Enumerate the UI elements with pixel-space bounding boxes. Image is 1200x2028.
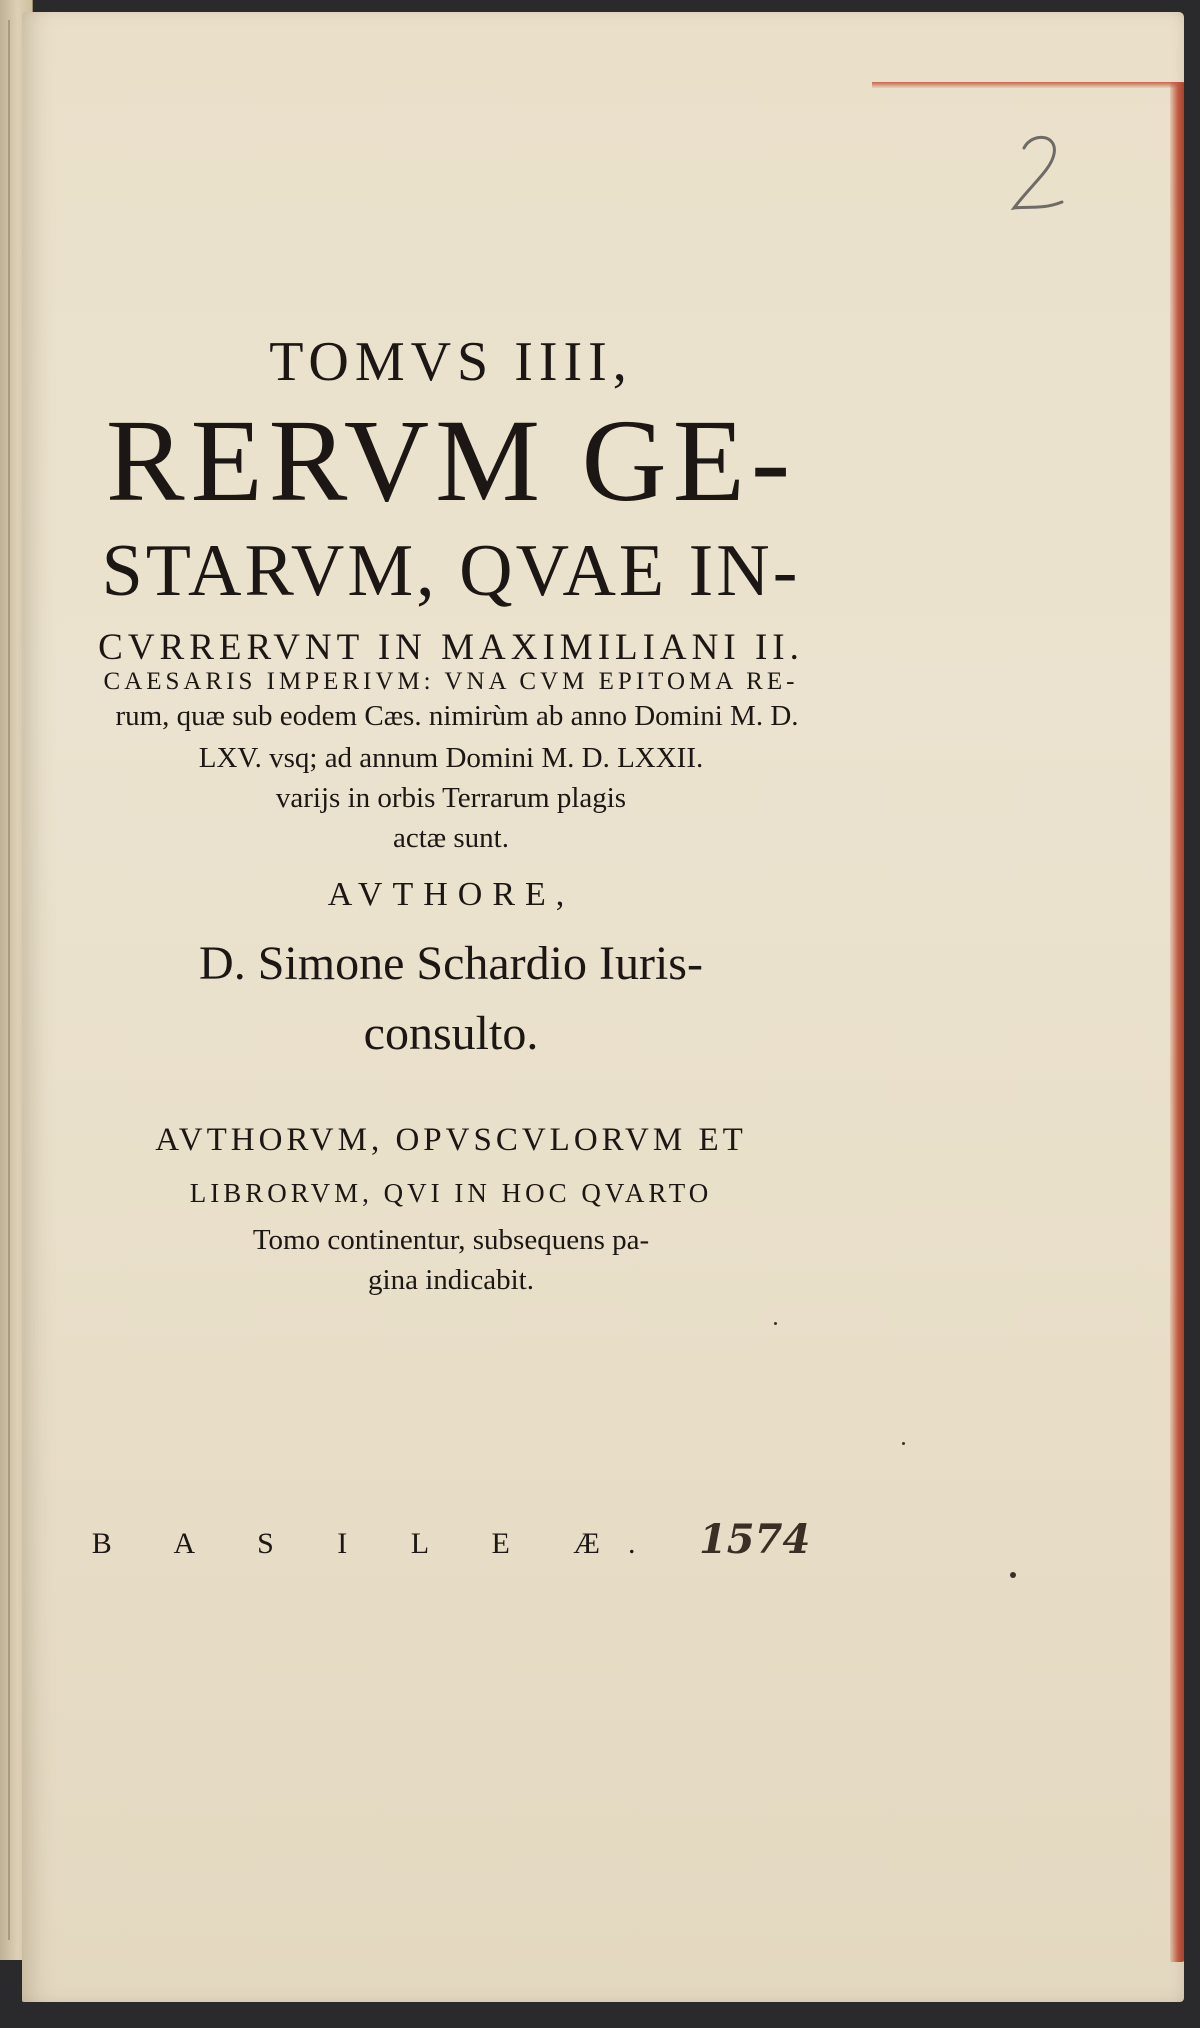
ink-spot (902, 1442, 905, 1445)
author-name-line-2: consulto. (363, 1007, 539, 1060)
title-line-1: TOMVS IIII, (269, 331, 633, 393)
title-line-2: RERVM GE- (105, 395, 797, 526)
contents-line-2: LIBRORVM, QVI IN HOC QVARTO (189, 1178, 713, 1208)
title-page (22, 12, 1184, 2002)
author-name-line-1: D. Simone Schardio Iuris- (199, 937, 703, 990)
title-line-6: rum, quæ sub eodem Cæs. nimirùm ab anno Domini M. D. (115, 700, 799, 732)
ink-spot (1010, 1572, 1016, 1578)
contents-line-3: Tomo continentur, subsequens pa- (252, 1224, 650, 1256)
title-line-4: CVRRERVNT IN MAXIMILIANI II. (98, 627, 804, 668)
contents-line-1: AVTHORVM, OPVSCVLORVM ET (155, 1122, 747, 1158)
imprint-city: B A S I L E Æ. (91, 1527, 664, 1560)
red-edge-right (1170, 82, 1184, 1962)
ink-spot (774, 1322, 777, 1325)
title-line-9: actæ sunt. (393, 822, 509, 854)
author-label: AVTHORE, (327, 876, 575, 913)
handwritten-folio-number (1002, 130, 1082, 230)
contents-line-4: gina indicabit. (368, 1264, 534, 1296)
red-edge-top (872, 82, 1184, 88)
title-line-3: STARVM, QVAE IN- (101, 530, 801, 612)
title-line-7: LXV. vsq; ad annum Domini M. D. LXXII. (198, 742, 704, 774)
imprint-year-handwritten: 1574 (698, 1516, 811, 1563)
imprint-line (0, 1516, 1032, 1563)
title-line-5: CAESARIS IMPERIVM: VNA CVM EPITOMA RE- (103, 668, 799, 695)
title-line-8: varijs in orbis Terrarum plagis (275, 782, 627, 814)
